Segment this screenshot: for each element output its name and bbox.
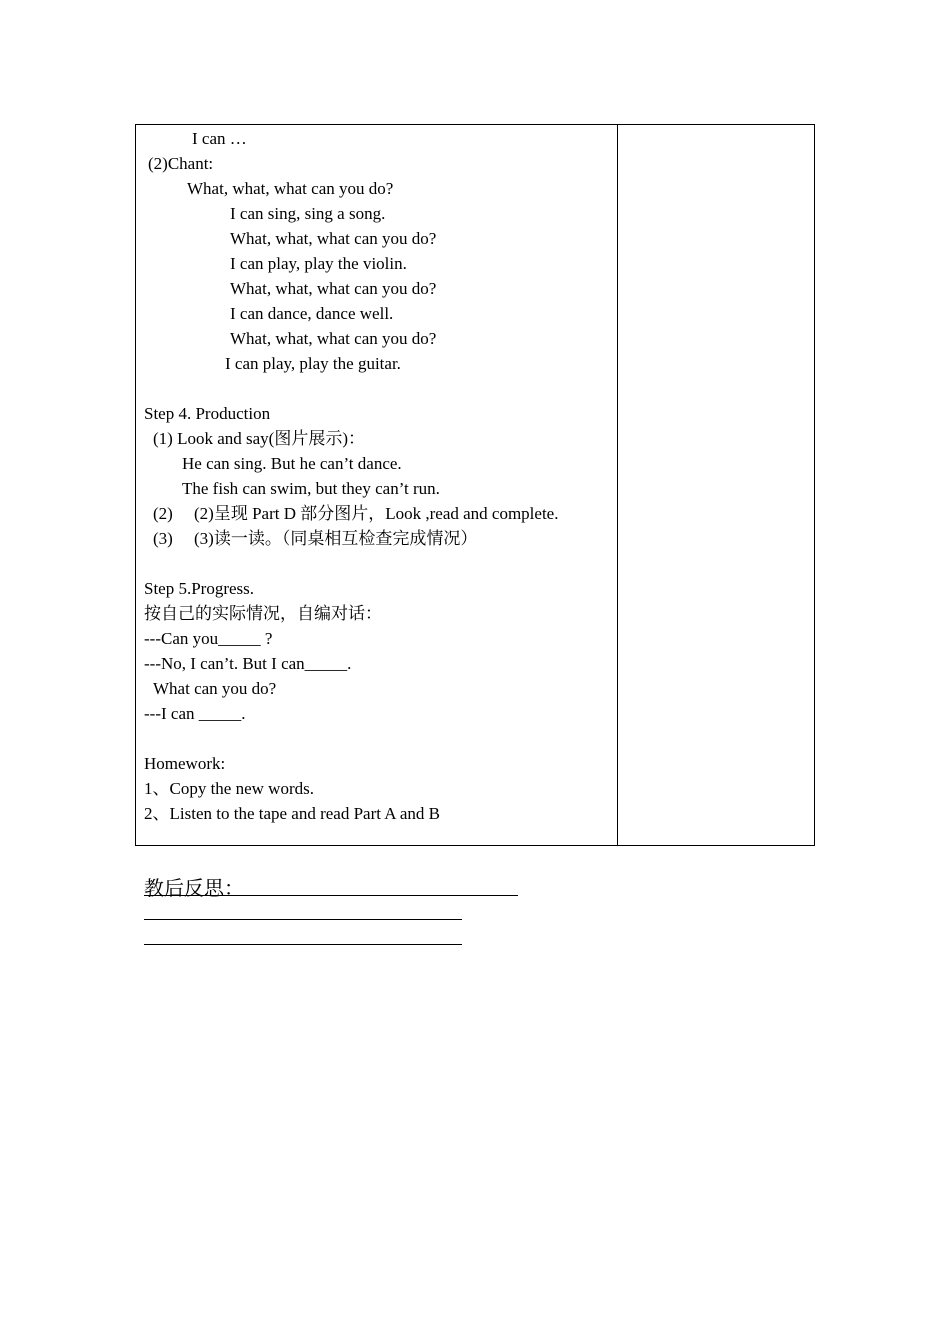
dialogue-line: ---Can you_____ ? [144, 629, 273, 648]
dialogue-line: ---I can _____. [144, 704, 246, 723]
chant-line: What, what, what can you do? [230, 329, 437, 348]
chant-line: What, what, what can you do? [230, 279, 437, 298]
chant-line: I can play, play the violin. [230, 254, 407, 273]
chant-line: I can play, play the guitar. [225, 354, 401, 373]
chant-line: What, what, what can you do? [230, 229, 437, 248]
reflection-blank-line [144, 944, 462, 945]
chant-heading: (2)Chant: [148, 154, 214, 173]
step4-example: The fish can swim, but they can’t run. [182, 479, 440, 498]
lesson-table [135, 124, 815, 846]
chant-line: I can sing, sing a song. [230, 204, 386, 223]
reflection-label: 教后反思： [144, 878, 244, 900]
homework-item: 1、Copy the new words. [144, 779, 314, 798]
step5-title: Step 5.Progress. [144, 579, 255, 598]
step5-instruction: 按自己的实际情况，自编对话： [144, 604, 382, 623]
reflection-blank-line [144, 919, 462, 920]
column-divider [617, 125, 618, 845]
step4-item-3-text: (3)读一读。（同桌相互检查完成情况） [194, 529, 478, 548]
step4-item-2-text: (2)呈现 Part D 部分图片，Look ,read and complete. [194, 504, 559, 523]
chant-line: I can dance, dance well. [230, 304, 394, 323]
step4-title: Step 4. Production [144, 404, 271, 423]
dialogue-line: What can you do? [153, 679, 277, 698]
homework-item: 2、Listen to the tape and read Part A and B [144, 804, 441, 823]
step4-item-1: (1) Look and say(图片展示)： [153, 429, 365, 448]
step4-example: He can sing. But he can’t dance. [182, 454, 402, 473]
step4-item-3-number: (3) [153, 529, 173, 548]
chant-intro: I can … [192, 129, 247, 148]
homework-title: Homework: [144, 754, 226, 773]
dialogue-line: ---No, I can’t. But I can_____. [144, 654, 352, 673]
step4-item-2-number: (2) [153, 504, 173, 523]
reflection-underline [144, 895, 518, 896]
chant-line: What, what, what can you do? [187, 179, 394, 198]
